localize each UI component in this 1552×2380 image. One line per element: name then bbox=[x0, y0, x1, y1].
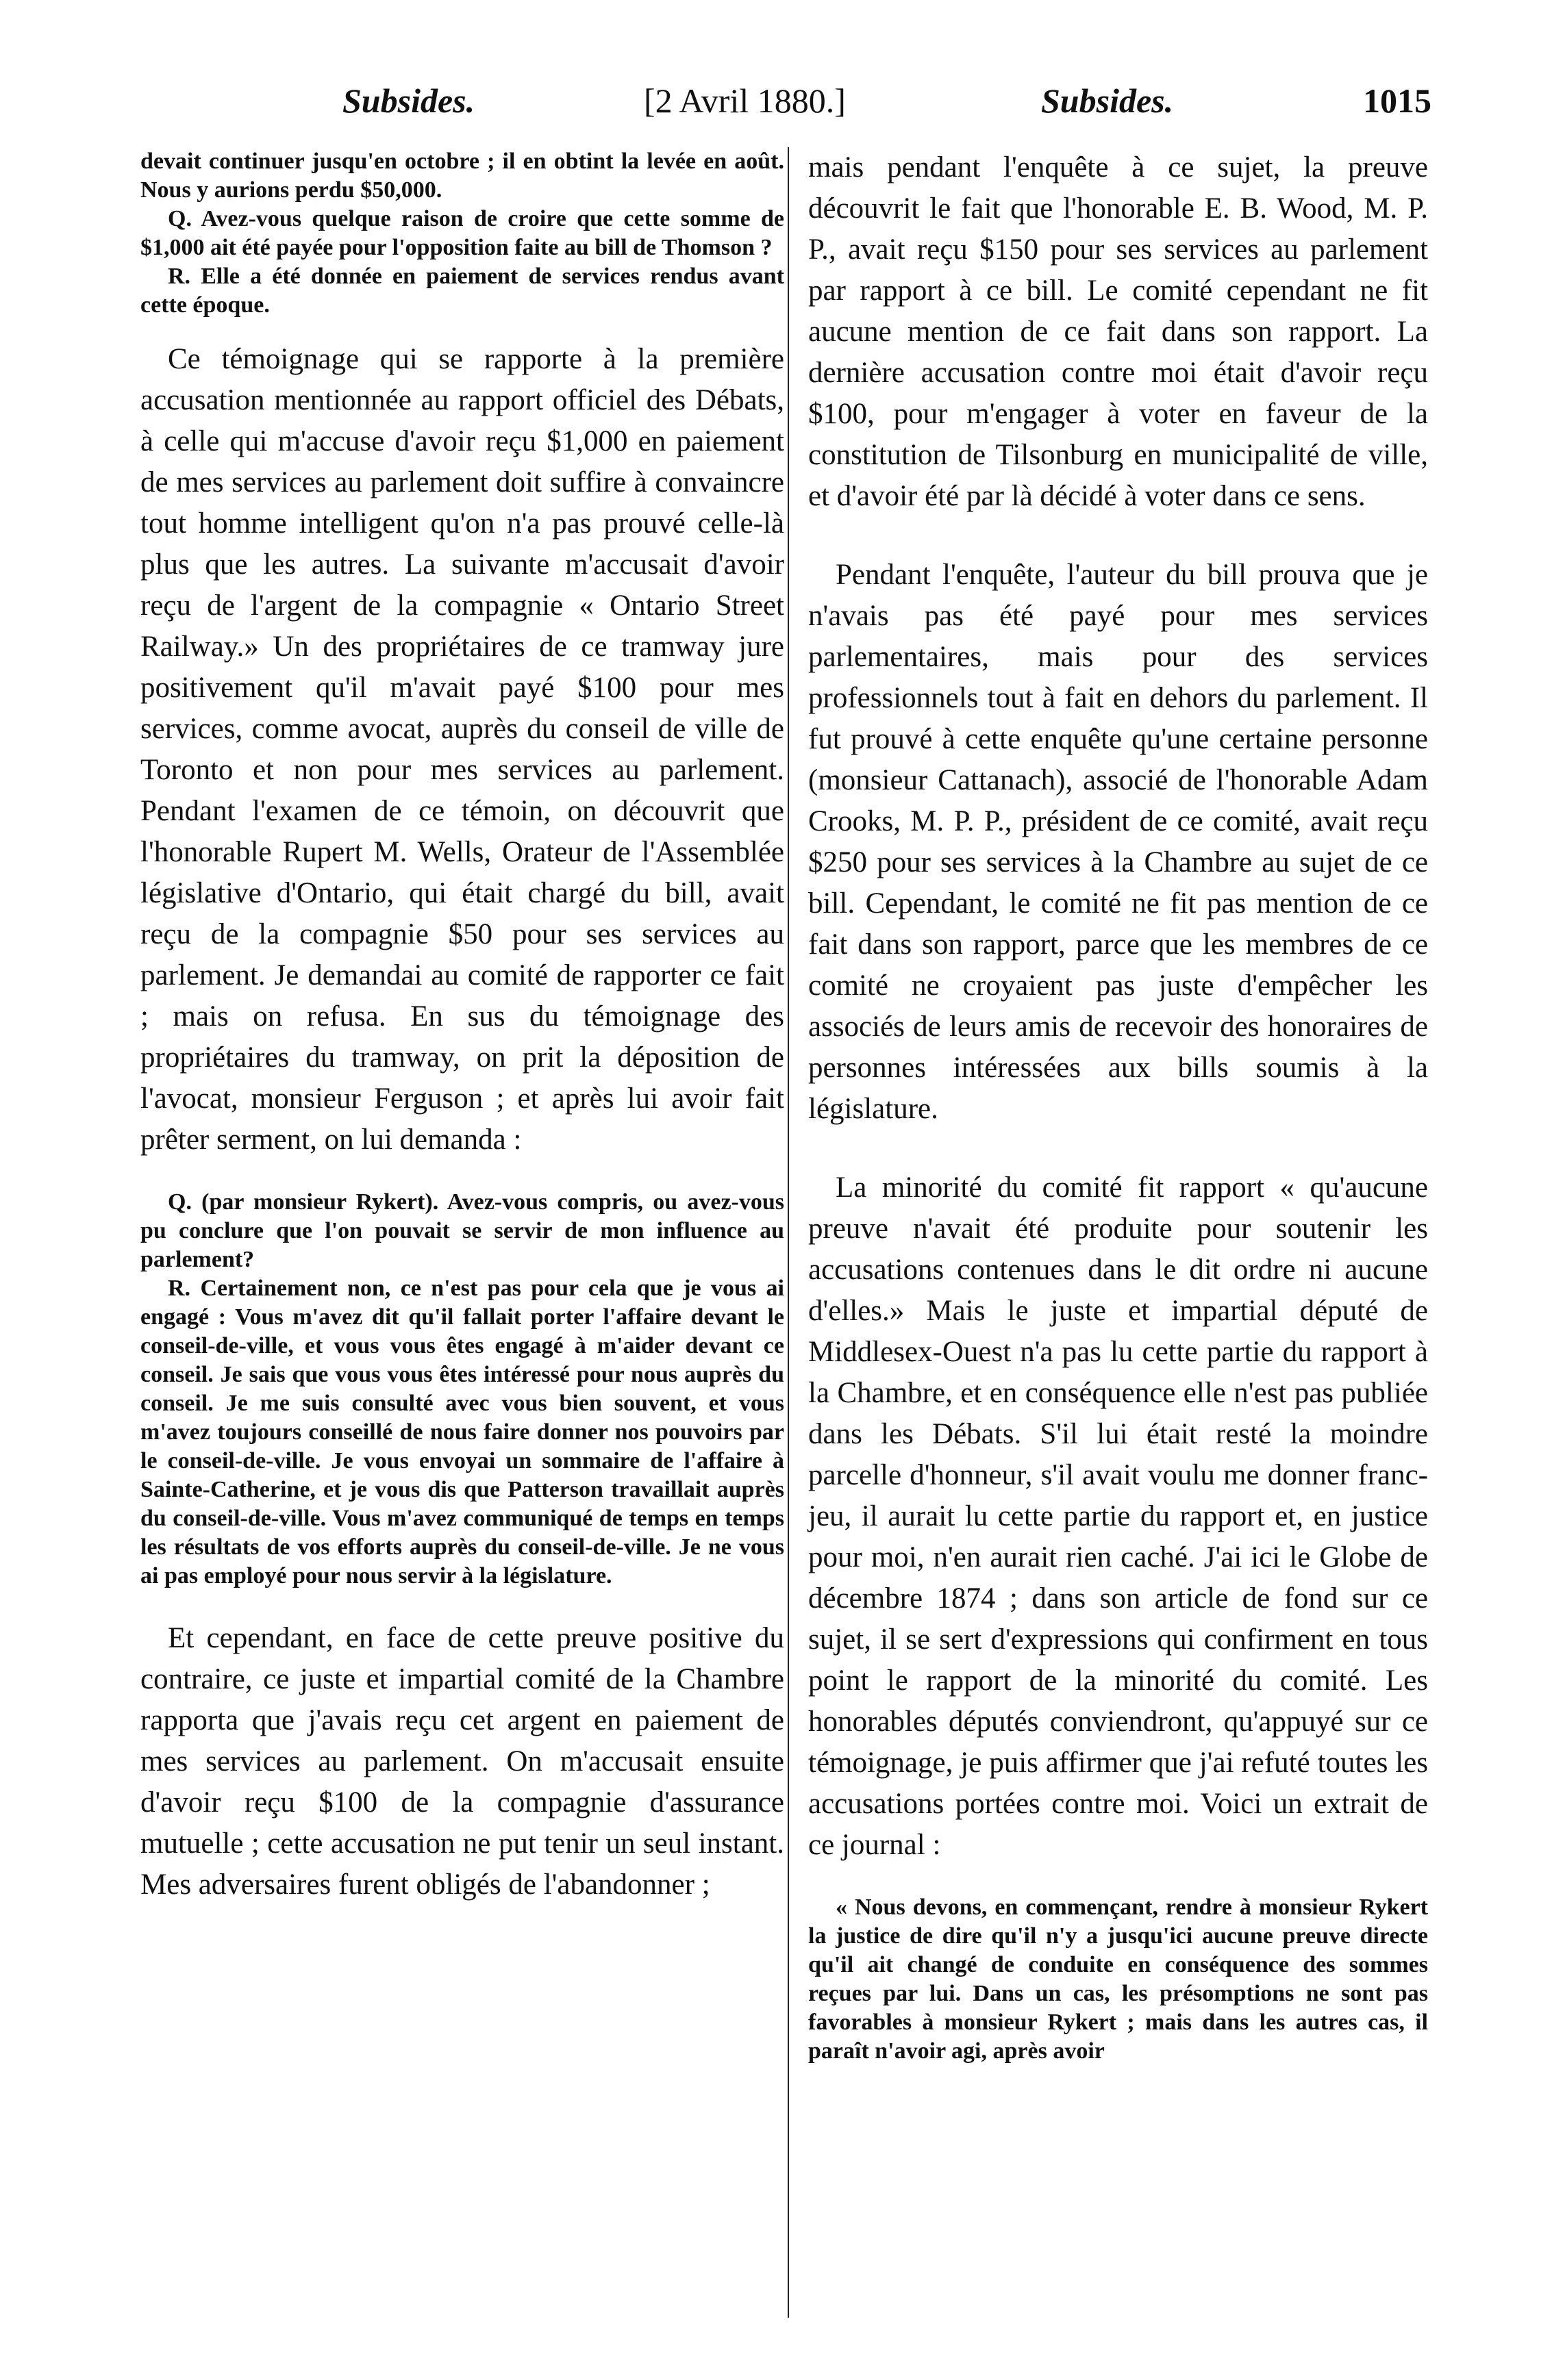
question-paragraph: Q. Avez-vous quelque raison de croire que cette somme de $1,000 ait été payée pour l'opposition faite au bill de Thomson ? bbox=[140, 206, 784, 260]
header-date: [2 Avril 1880.] bbox=[644, 81, 846, 120]
question-paragraph: Q. (par monsieur Rykert). Avez-vous compris, ou avez-vous pu conclure que l'on pouvait se servir de mon influence au parlement? bbox=[140, 1189, 784, 1272]
answer-paragraph: R. Elle a été donnée en paiement de services rendus avant cette époque. bbox=[140, 264, 784, 318]
quoted-extract: « Nous devons, en commençant, rendre à monsieur Rykert la justice de dire qu'il n'y a jusqu'ici aucune preuve directe qu'il ait changé de conduite en conséquence des sommes reçues par lui. Dans un cas, les présomptions ne sont pas favorables à monsieur Rykert ; mais dans les autres cas, il paraît n'avoir agi, après avoir bbox=[808, 1895, 1428, 2064]
paragraph: Et cependant, en face de cette preuve positive du contraire, ce juste et impartial comité de la Chambre rapporta que j'avais reçu cet argent en paiement de mes services au parlement. On m'accusait ensuite d'avoir reçu $100 de la compagnie d'assurance mutuelle ; cette accusation ne put tenir un seul instant. Mes adversaires furent obligés de l'abandonner ; bbox=[140, 1622, 784, 1901]
right-column bbox=[808, 147, 1428, 2066]
page-number: 1015 bbox=[1363, 81, 1431, 120]
paragraph: La minorité du comité fit rapport « qu'aucune preuve n'avait été produite pour soutenir les accusations contenues dans le dit ordre ni aucune d'elles.» Mais le juste et impartial député de Middlesex-Ouest n'a pas lu cette partie du rapport à la Chambre, et en conséquence elle n'est pas publiée dans les Débats. S'il lui était resté la moindre parcelle d'honneur, s'il avait voulu me donner franc-jeu, il aurait lu cette partie du rapport et, en justice pour moi, n'en aurait rien caché. J'ai ici le Globe de décembre 1874 ; dans son article de fond sur ce sujet, il se sert d'expressions qui confirment en tous point le rapport de la minorité du comité. Les honorables députés conviendront, qu'appuyé sur ce témoignage, je puis affirmer que j'ai refuté toutes les accusations portées contre moi. Voici un extrait de ce journal : bbox=[808, 1172, 1428, 1861]
left-column bbox=[140, 147, 784, 1906]
paragraph: mais pendant l'enquête à ce sujet, la preuve découvrit le fait que l'honorable E. B. Wood, M. P. P., avait reçu $150 pour ses services au parlement par rapport à ce bill. Le comité cependant ne fit aucune mention de ce fait dans son rapport. La dernière accusation contre moi était d'avoir reçu $100, pour m'engager à voter en faveur de la constitution de Tilsonburg en municipalité de ville, et d'avoir été par là décidé à voter dans ce sens. bbox=[808, 151, 1428, 512]
header-left-title: Subsides. bbox=[342, 81, 475, 120]
paragraph: devait continuer jusqu'en octobre ; il en obtint la levée en août. Nous y aurions perdu $50,000. bbox=[140, 149, 784, 203]
header-right-title: Subsides. bbox=[1041, 81, 1174, 120]
answer-paragraph: R. Certainement non, ce n'est pas pour cela que je vous ai engagé : Vous m'avez dit qu'il fallait porter l'affaire devant le conseil-de-ville, et vous vous êtes engagé à m'aider devant ce conseil. Je sais que vous vous êtes intéressé pour nous auprès du conseil. Je me suis consulté avec vous bien souvent, et vous m'avez toujours conseillé de nous faire donner nos pouvoirs par le conseil-de-ville. Je vous envoyai un sommaire de l'affaire à Sainte-Catherine, et je vous dis que Patterson travaillait auprès du conseil-de-ville. Vous m'avez communiqué de temps en temps les résultats de vos efforts auprès du conseil-de-ville. Je ne vous ai pas employé pour nous servir à la législature. bbox=[140, 1276, 784, 1588]
column-divider bbox=[788, 147, 789, 2318]
page-header bbox=[137, 81, 1438, 136]
paragraph: Pendant l'enquête, l'auteur du bill prouva que je n'avais pas été payé pour mes services parlementaires, mais pour des services professionnels tout à fait en dehors du parlement. Il fut prouvé à cette enquête qu'une certaine personne (monsieur Cattanach), associé de l'honorable Adam Crooks, M. P. P., président de ce comité, avait reçu $250 pour ses services à la Chambre au sujet de ce bill. Cependant, le comité ne fit pas mention de ce fait dans son rapport, parce que les membres de ce comité ne croyaient pas juste d'empêcher les associés de leurs amis de recevoir des honoraires de personnes intéressées aux bills soumis à la législature. bbox=[808, 559, 1428, 1125]
paragraph: Ce témoignage qui se rapporte à la première accusation mentionnée au rapport officiel des Débats, à celle qui m'accuse d'avoir reçu $1,000 en paiement de mes services au parlement doit suffire à convaincre tout homme intelligent qu'on n'a pas prouvé celle-là plus que les autres. La suivante m'accusait d'avoir reçu de l'argent de la compagnie « Ontario Street Railway.» Un des propriétaires de ce tramway jure positivement qu'il m'avait payé $100 pour mes services, comme avocat, auprès du conseil de ville de Toronto et non pour mes services au parlement. Pendant l'examen de ce témoin, on découvrit que l'honorable Rupert M. Wells, Orateur de l'Assemblée législative d'Ontario, qui était chargé du bill, avait reçu de la compagnie $50 pour ses services au parlement. Je demandai au comité de rapporter ce fait ; mais on refusa. En sus du témoignage des propriétaires du tramway, on prit la déposition de l'avocat, monsieur Ferguson ; et après lui avoir fait prêter serment, on lui demanda : bbox=[140, 343, 784, 1156]
